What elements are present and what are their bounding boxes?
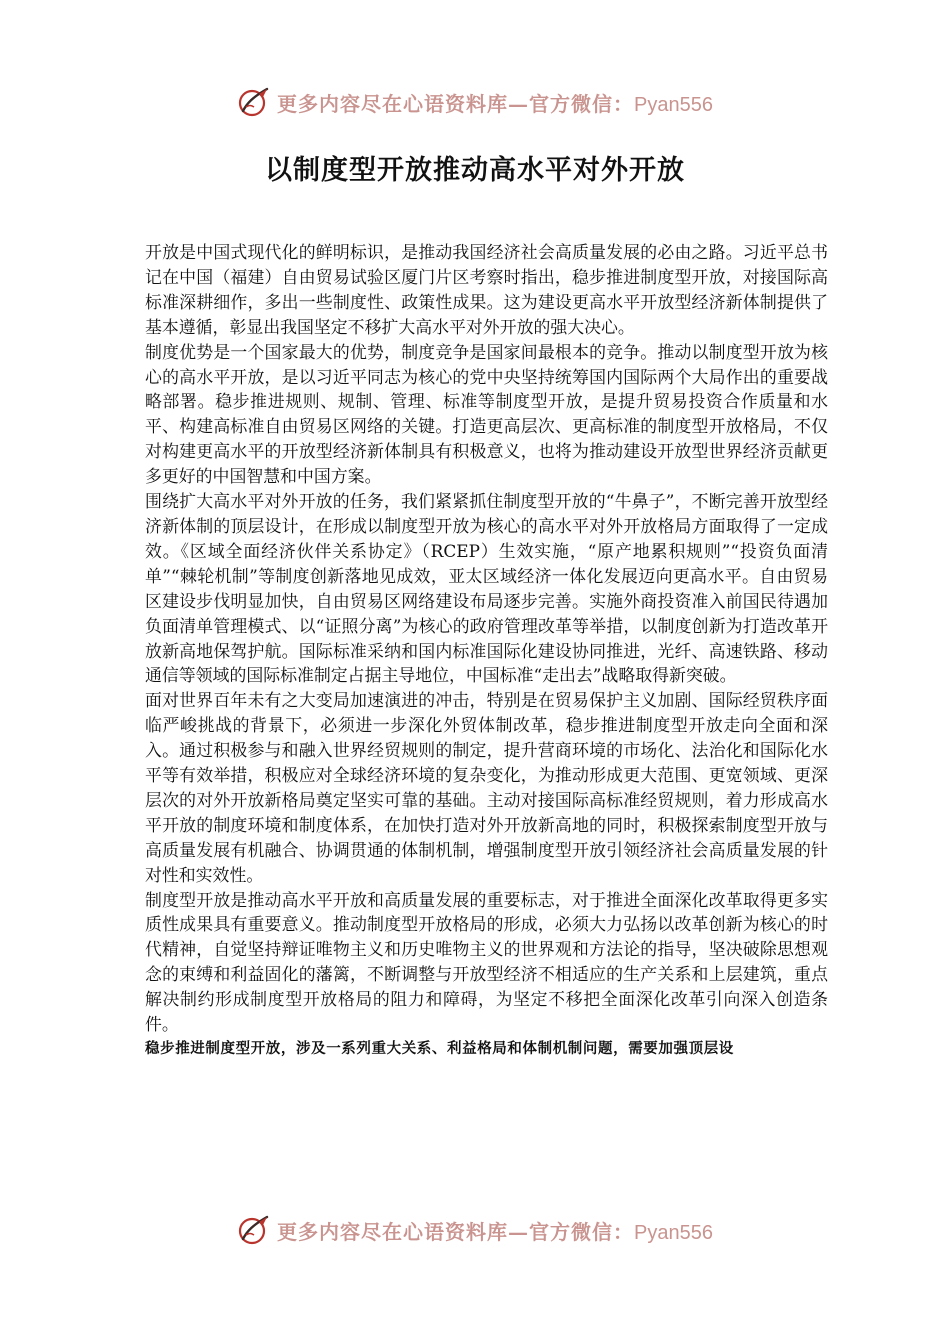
header-banner-text xyxy=(277,88,713,117)
paragraph: 制度型开放是推动高水平开放和高质量发展的重要标志，对于推进全面深化改革取得更多实质性成果具有重要意义。推动制度型开放格局的形成，必须大力弘扬以改革创新为核心的时代精神，自觉坚持辩证唯物主义和历史唯物主义的世界观和方法论的指导，坚决破除思想观念的束缚和利益固化的藩篱，不断调整与开放型经济不相适应的生产关系和上层建筑，重点解决制约形成制度型开放格局的阻力和障碍，为坚定不移把全面深化改革引向深入创造条件。 xyxy=(145,889,828,1035)
footer-banner-text xyxy=(277,1216,713,1245)
truncated-bold-line: 稳步推进制度型开放，涉及一系列重大关系、利益格局和体制机制问题，需要加强顶层设 xyxy=(145,1041,734,1057)
footer-banner-label: 更多内容尽在心语资料库—官方微信： xyxy=(277,1219,635,1244)
pen-logo-icon xyxy=(237,85,271,119)
document-title: 以制度型开放推动高水平对外开放 xyxy=(265,155,685,186)
header-banner-id: Pyan556 xyxy=(634,93,713,116)
paragraph: 面对世界百年未有之大变局加速演进的冲击，特别是在贸易保护主义加剧、国际经贸秩序面临严峻挑战的背景下，必须进一步深化外贸体制改革，稳步推进制度型开放走向全面和深入。通过积极参与和融入世界经贸规则的制定，提升营商环境的市场化、法治化和国际化水平等有效举措，积极应对全球经济环境的复杂变化，为推动形成更大范围、更宽领域、更深层次的对外开放新格局奠定坚实可靠的基础。主动对接国际高标准经贸规则，着力形成高水平开放的制度环境和制度体系，在加快打造对外开放新高地的同时，积极探索制度型开放与高质量发展有机融合、协调贯通的体制机制，增强制度型开放引领经济社会高质量发展的针对性和实效性。 xyxy=(145,690,828,885)
header-banner xyxy=(0,82,950,122)
header-banner-label: 更多内容尽在心语资料库—官方微信： xyxy=(277,91,635,116)
document-body xyxy=(145,240,828,1061)
pen-logo-icon xyxy=(237,1213,271,1247)
paragraph: 制度优势是一个国家最大的优势，制度竞争是国家间最根本的竞争。推动以制度型开放为核心的高水平开放，是以习近平同志为核心的党中央坚持统筹国内国际两个大局作出的重要战略部署。稳步推进规则、规制、管理、标准等制度型开放，是提升贸易投资合作质量和水平、构建高标准自由贸易区网络的关键。打造更高层次、更高标准的制度型开放格局，不仅对构建更高水平的开放型经济新体制具有积极意义，也将为推动建设开放型世界经济贡献更多更好的中国智慧和中国方案。 xyxy=(145,341,828,487)
paragraph: 开放是中国式现代化的鲜明标识，是推动我国经济社会高质量发展的必由之路。习近平总书记在中国（福建）自由贸易试验区厦门片区考察时指出，稳步推进制度型开放，对接国际高标准深耕细作，多出一些制度性、政策性成果。这为建设更高水平开放型经济新体制提供了基本遵循，彰显出我国坚定不移扩大高水平对外开放的强大决心。 xyxy=(145,242,828,337)
footer-banner-id: Pyan556 xyxy=(634,1221,713,1244)
footer-banner xyxy=(0,1210,950,1250)
paragraph: 围绕扩大高水平对外开放的任务，我们紧紧抓住制度型开放的“牛鼻子”，不断完善开放型经济新体制的顶层设计，在形成以制度型开放为核心的高水平对外开放格局方面取得了一定成效。《区域全面经济伙伴关系协定》（RCEP）生效实施，“原产地累积规则”“投资负面清单”“棘轮机制”等制度创新落地见成效，亚太区域经济一体化发展迈向更高水平。自由贸易区建设步伐明显加快，自由贸易区网络建设布局逐步完善。实施外商投资准入前国民待遇加负面清单管理模式、以“证照分离”为核心的政府管理改革等举措，以制度创新为打造改革开放新高地保驾护航。国际标准采纳和国内标准国际化建设协同推进，光纤、高速铁路、移动通信等领域的国际标准制定占据主导地位，中国标准“走出去”战略取得新突破。 xyxy=(145,491,828,686)
